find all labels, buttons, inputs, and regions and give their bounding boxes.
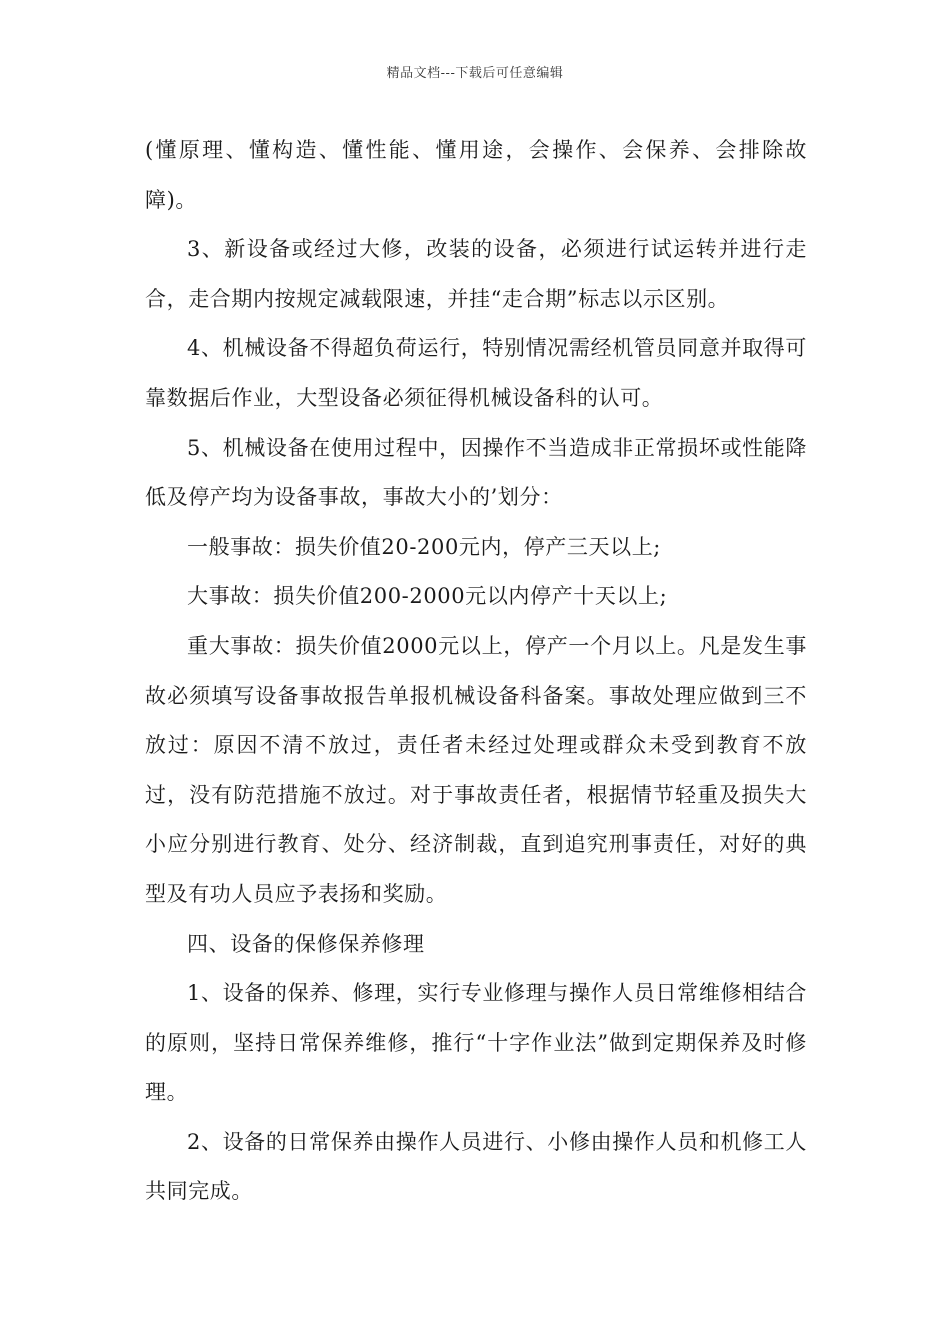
- paragraph-item-5: 5、机械设备在使用过程中，因操作不当造成非正常损坏或性能降低及停产均为设备事故，事故大小的’划分：: [145, 435, 807, 510]
- paragraph-serious-accident: 重大事故：损失价值2000元以上，停产一个月以上。凡是发生事故必须填写设备事故报告单报机械设备科备案。事故处理应做到三不放过：原因不清不放过，责任者未经过处理或群众未受到教育不放过，没有防范措施不放过。对于事故责任者，根据情节轻重及损失大小应分别进行教育、处分、经济制裁，直到追究刑事责任，对好的典型及有功人员应予表扬和奖励。: [145, 633, 807, 906]
- paragraph-major-accident: 大事故：损失价值200-2000元以内停产十天以上;: [187, 584, 668, 609]
- document-body: [145, 126, 807, 1217]
- paragraph-item-4: 4、机械设备不得超负荷运行，特别情况需经机管员同意并取得可靠数据后作业，大型设备必须征得机械设备科的认可。: [145, 336, 807, 410]
- paragraph-maintenance-2: 2、设备的日常保养由操作人员进行、小修由操作人员和机修工人共同完成。: [145, 1129, 807, 1204]
- paragraph-item-3: 3、新设备或经过大修，改装的设备，必须进行试运转并进行走合，走合期内按规定减载限速，并挂“走合期”标志以示区别。: [145, 237, 807, 311]
- section-heading-maintenance: 四、设备的保修保养修理: [187, 931, 425, 956]
- page-header: 精品文档---下载后可任意编辑: [386, 66, 564, 81]
- paragraph-principles: (懂原理、懂构造、懂性能、懂用途，会操作、会保养、会排除故障)。: [145, 138, 807, 212]
- paragraph-maintenance-1: 1、设备的保养、修理，实行专业修理与操作人员日常维修相结合的原则，坚持日常保养维修，推行“十字作业法”做到定期保养及时修理。: [145, 981, 807, 1105]
- paragraph-general-accident: 一般事故：损失价值20-200元内，停产三天以上;: [187, 534, 661, 559]
